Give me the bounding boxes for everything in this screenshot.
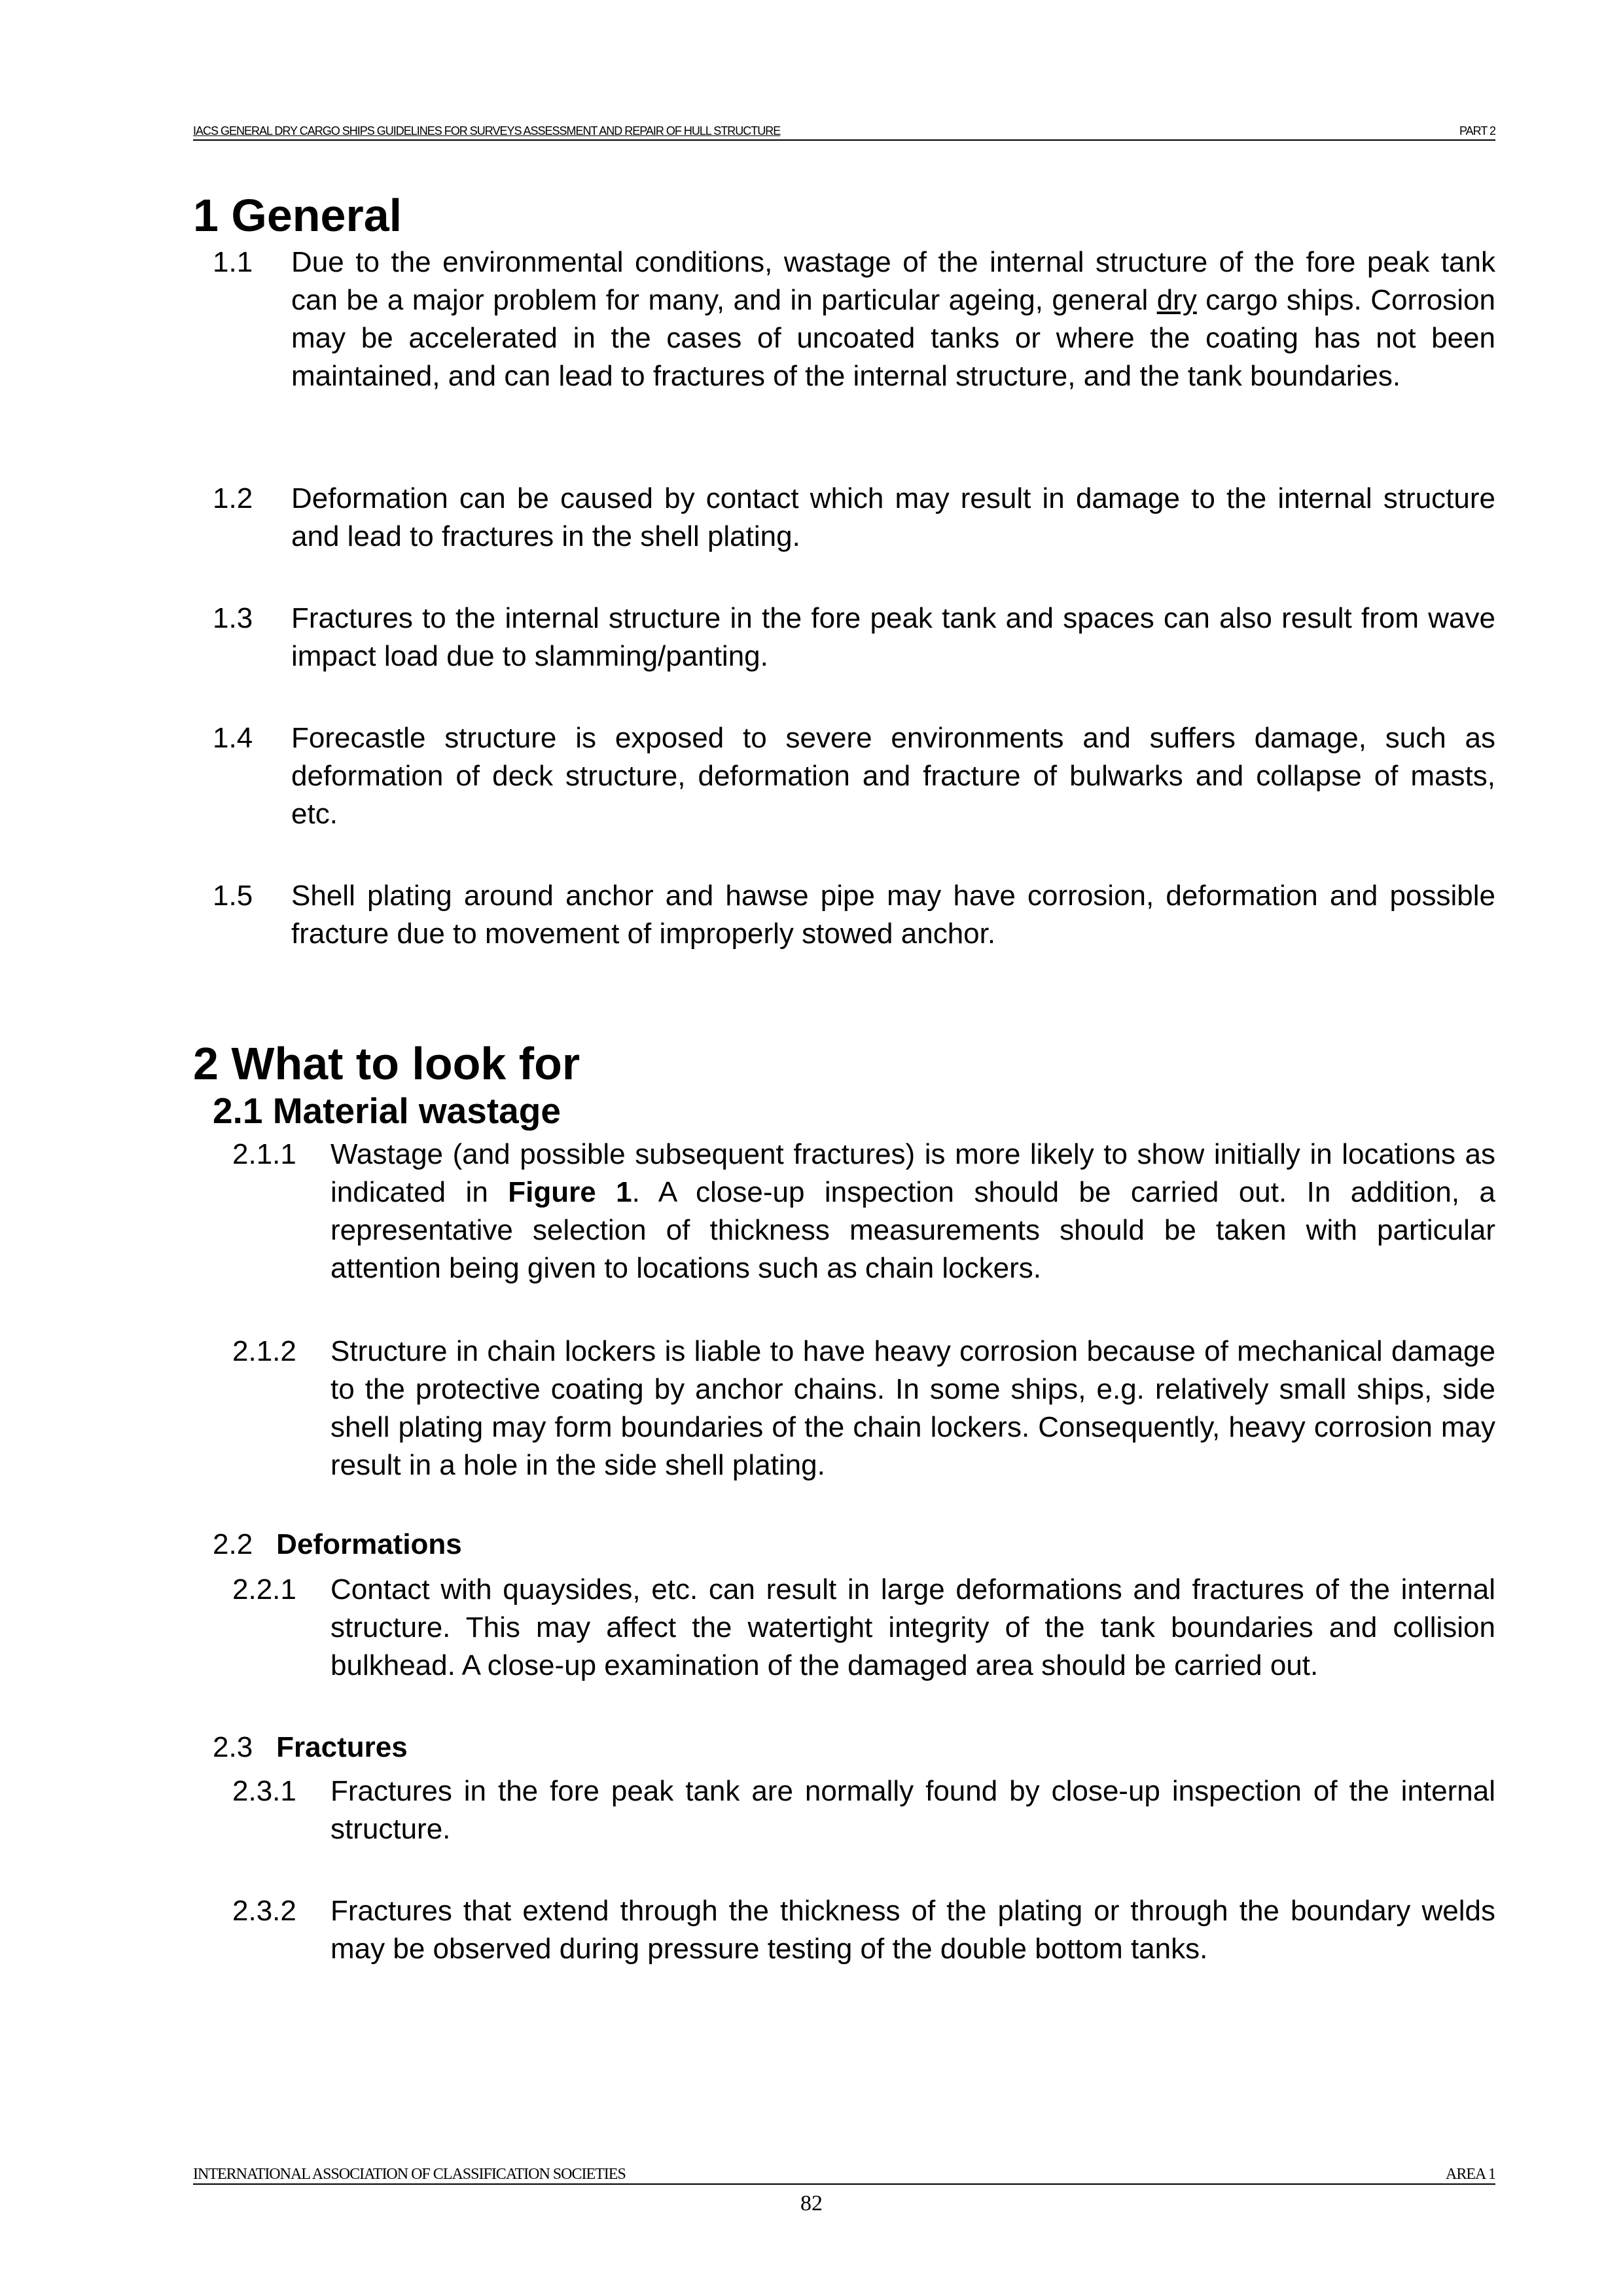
- footer-organization: INTERNATIONAL ASSOCIATION OF CLASSIFICATION SOCIETIES: [193, 2166, 626, 2183]
- paragraph-number: 2.1.2: [232, 1335, 296, 1367]
- running-header: [193, 122, 1495, 141]
- paragraph-number: 2.3.1: [232, 1775, 296, 1807]
- paragraph-1-4: [196, 719, 1495, 833]
- paragraph-text: Fractures to the internal structure in the fore peak tank and spaces can also result from wave impact load due to slamming/panting.: [291, 602, 1495, 672]
- paragraph-text: Structure in chain lockers is liable to have heavy corrosion because of mechanical damage to the protective coating by anchor chains. In some ships, e.g. relatively small ships, side shell plating may form boundaries of the chain lockers. Consequently, heavy corrosion may result in a hole in the side shell plating.: [330, 1335, 1495, 1481]
- paragraph-2-3-1: [196, 1772, 1495, 1848]
- page-number: 82: [800, 2191, 823, 2215]
- paragraph-number: 1.5: [213, 880, 253, 912]
- footer-area: AREA 1: [1445, 2166, 1495, 2183]
- paragraph-1-1: [196, 243, 1495, 395]
- paragraph-text: Fractures in the fore peak tank are normally found by close-up inspection of the internal structure.: [330, 1775, 1495, 1845]
- paragraph-1-2: [196, 480, 1495, 556]
- header-part: PART 2: [1459, 124, 1495, 137]
- section-2-heading: 2 What to look for: [193, 1038, 580, 1089]
- paragraph-2-1-2: [196, 1333, 1495, 1484]
- paragraph-number: 1.4: [213, 722, 253, 754]
- paragraph-text: Deformation can be caused by contact which may result in damage to the internal structure and lead to fractures in the shell plating.: [291, 482, 1495, 552]
- paragraph-2-1-1: [196, 1136, 1495, 1287]
- paragraph-text: Shell plating around anchor and hawse pipe may have corrosion, deformation and possible fracture due to movement of improperly stowed anchor.: [291, 880, 1495, 950]
- section-2-1-heading: 2.1 Material wastage: [213, 1090, 561, 1131]
- paragraph-number: 1.2: [213, 482, 253, 514]
- section-1-heading: 1 General: [193, 190, 402, 241]
- paragraph-2-2-1: [196, 1571, 1495, 1685]
- section-2-2-heading: 2.2 Deformations: [213, 1528, 462, 1560]
- paragraph-number: 2.1.1: [232, 1138, 296, 1170]
- paragraph-number: 1.3: [213, 602, 253, 634]
- paragraph-1-3: [196, 600, 1495, 675]
- paragraph-text: Fractures that extend through the thickness of the plating or through the boundary welds may be observed during pressure testing of the double bottom tanks.: [330, 1895, 1495, 1965]
- header-title: IACS GENERAL DRY CARGO SHIPS GUIDELINES FOR SURVEYS ASSESSMENT AND REPAIR OF HULL STRUCTURE: [193, 124, 781, 137]
- paragraph-text: Contact with quaysides, etc. can result in large deformations and fractures of the internal structure. This may affect the watertight integrity of the tank boundaries and collision bulkhead. A close-up examination of the damaged area should be carried out.: [330, 1573, 1495, 1681]
- figure-reference: Figure 1: [508, 1176, 632, 1208]
- running-footer: [193, 2165, 1495, 2185]
- paragraph-1-5: [196, 877, 1495, 953]
- underlined-word: dry: [1156, 284, 1197, 316]
- paragraph-number: 1.1: [213, 246, 253, 278]
- paragraph-number: 2.2.1: [232, 1573, 296, 1605]
- paragraph-text: Due to the environmental conditions, wastage of the internal structure of the fore peak tank can be a major problem for many, and in particular ageing, general dry cargo ships. Corrosion may be accelerated in the cases of uncoated tanks or where the coating has not been maintained, and can lead to fractures of the internal structure, and the tank boundaries.: [291, 246, 1495, 392]
- section-2-3-heading: 2.3 Fractures: [213, 1731, 408, 1763]
- paragraph-2-3-2: [196, 1892, 1495, 1968]
- paragraph-number: 2.3.2: [232, 1895, 296, 1927]
- paragraph-text: Wastage (and possible subsequent fractures) is more likely to show initially in locations as indicated in Figure 1. A close-up inspection should be carried out. In addition, a representative selection of thickness measurements should be taken with particular attention being given to locations such as chain lockers.: [330, 1138, 1496, 1284]
- paragraph-text: Forecastle structure is exposed to severe environments and suffers damage, such as deformation of deck structure, deformation and fracture of bulwarks and collapse of masts, etc.: [291, 722, 1495, 830]
